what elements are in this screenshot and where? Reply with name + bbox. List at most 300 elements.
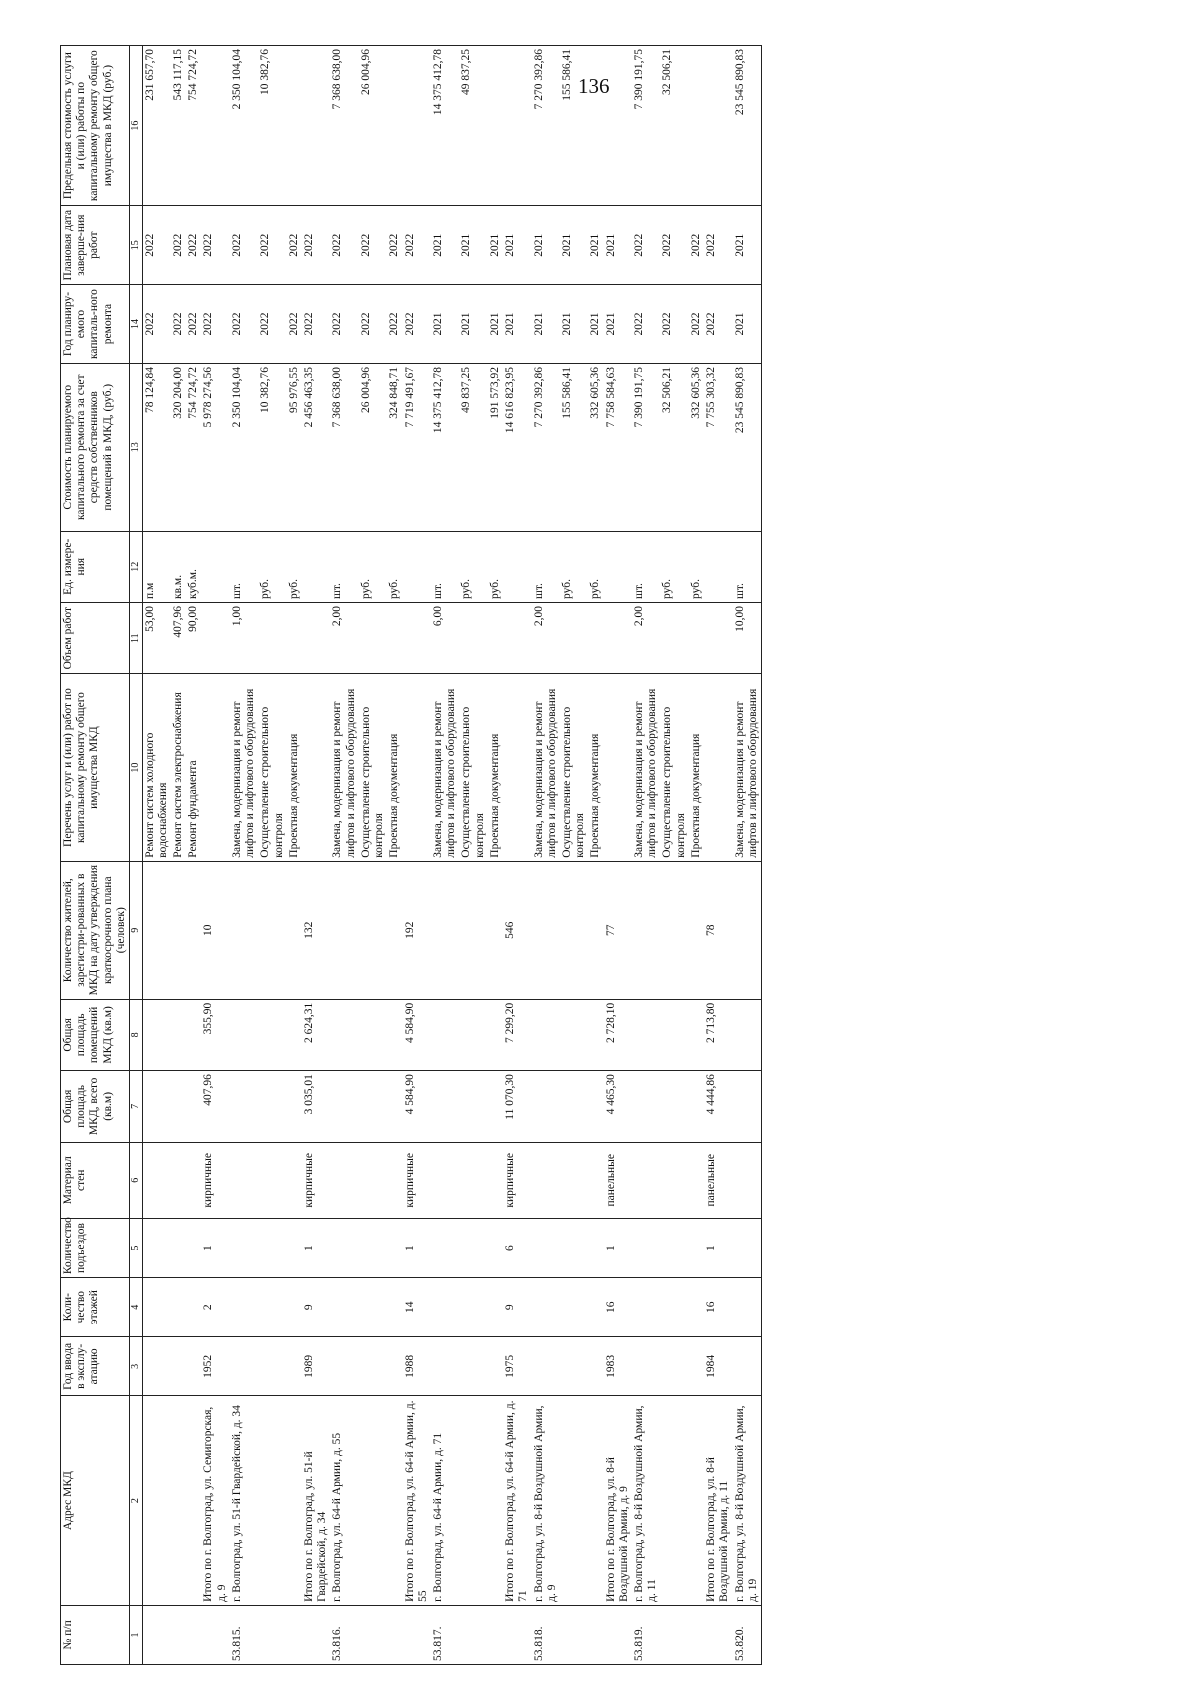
cost-cell: 26 004,96 <box>359 363 387 531</box>
work-type-cell: Ремонт систем электроснабжения <box>171 674 186 861</box>
entrances-cell <box>258 1218 286 1277</box>
premises-area-cell <box>387 999 402 1070</box>
floors-cell: 16 <box>604 1278 632 1337</box>
row-number-cell <box>142 1605 171 1664</box>
total-area-cell: 4 465,30 <box>604 1071 632 1142</box>
wall-material-cell <box>142 1142 171 1218</box>
row-number-cell <box>171 1605 186 1664</box>
floors-cell <box>287 1278 302 1337</box>
total-area-cell: 4 584,90 <box>403 1071 431 1142</box>
unit-cell: п.м <box>142 531 171 602</box>
work-volume-cell <box>588 602 603 673</box>
premises-area-cell: 355,90 <box>201 999 229 1070</box>
work-type-cell: Ремонт фундамента <box>186 674 201 861</box>
completion-year-cell: 2022 <box>359 206 387 285</box>
floors-cell: 9 <box>302 1278 330 1337</box>
completion-year-cell: 2022 <box>403 206 431 285</box>
wall-material-cell <box>733 1142 762 1218</box>
wall-material-cell: кирпичные <box>201 1142 229 1218</box>
page-number: 136 <box>578 74 610 98</box>
header-cell: Год планиру-емого капиталь-ного ремонта <box>61 285 130 364</box>
floors-cell <box>632 1278 660 1337</box>
floors-cell <box>560 1278 588 1337</box>
work-volume-cell <box>287 602 302 673</box>
total-area-cell <box>560 1071 588 1142</box>
header-cell: Плановая дата заверше-ния работ <box>61 206 130 285</box>
year-built-cell: 1989 <box>302 1337 330 1396</box>
address-cell: Итого по г. Волгоград, ул. 8-й Воздушной Армии, д. 11 <box>704 1396 732 1605</box>
column-number-row <box>130 46 143 1665</box>
work-volume-cell: 1,00 <box>230 602 258 673</box>
unit-cell <box>302 531 330 602</box>
floors-cell <box>230 1278 258 1337</box>
wall-material-cell: панельные <box>704 1142 732 1218</box>
address-cell <box>258 1396 286 1605</box>
max-cost-cell <box>689 46 704 206</box>
floors-cell <box>186 1278 201 1337</box>
cost-cell: 7 719 491,67 <box>403 363 431 531</box>
year-built-cell: 1988 <box>403 1337 431 1396</box>
unit-cell: руб. <box>459 531 487 602</box>
max-cost-cell <box>201 46 229 206</box>
max-cost-cell: 26 004,96 <box>359 46 387 206</box>
wall-material-cell <box>689 1142 704 1218</box>
total-area-cell <box>258 1071 286 1142</box>
work-volume-cell <box>387 602 402 673</box>
total-area-cell <box>230 1071 258 1142</box>
work-volume-cell: 2,00 <box>632 602 660 673</box>
completion-year-cell: 2022 <box>660 206 688 285</box>
year-built-cell <box>488 1337 503 1396</box>
unit-cell: кв.м. <box>171 531 186 602</box>
premises-area-cell: 2 624,31 <box>302 999 330 1070</box>
residents-cell: 192 <box>403 861 431 999</box>
repair-year-cell: 2021 <box>560 285 588 364</box>
repair-year-cell: 2022 <box>287 285 302 364</box>
unit-cell <box>704 531 732 602</box>
repair-year-cell: 2021 <box>503 285 531 364</box>
work-type-cell <box>503 674 531 861</box>
row-number-cell <box>704 1605 732 1664</box>
entrances-cell: 1 <box>704 1218 732 1277</box>
completion-year-cell: 2021 <box>459 206 487 285</box>
table-row <box>142 46 171 1665</box>
entrances-cell <box>560 1218 588 1277</box>
repair-year-cell: 2021 <box>532 285 560 364</box>
premises-area-cell <box>532 999 560 1070</box>
repair-year-cell: 2022 <box>689 285 704 364</box>
unit-cell: руб. <box>287 531 302 602</box>
wall-material-cell <box>560 1142 588 1218</box>
header-cell: Материал стен <box>61 1142 130 1218</box>
cost-cell: 2 456 463,35 <box>302 363 330 531</box>
year-built-cell <box>186 1337 201 1396</box>
table-row <box>431 46 459 1665</box>
address-cell <box>186 1396 201 1605</box>
floors-cell <box>689 1278 704 1337</box>
row-number-cell <box>488 1605 503 1664</box>
floors-cell <box>488 1278 503 1337</box>
address-cell <box>660 1396 688 1605</box>
work-type-cell <box>201 674 229 861</box>
work-type-cell: Осуществление строительного контроля <box>258 674 286 861</box>
row-number-cell <box>604 1605 632 1664</box>
premises-area-cell <box>258 999 286 1070</box>
unit-cell: руб. <box>588 531 603 602</box>
residents-cell <box>459 861 487 999</box>
cost-cell: 7 270 392,86 <box>532 363 560 531</box>
total-area-cell <box>142 1071 171 1142</box>
address-cell: Итого по г. Волгоград, ул. Семигорская, д. 9 <box>201 1396 229 1605</box>
unit-cell: руб. <box>560 531 588 602</box>
entrances-cell <box>171 1218 186 1277</box>
max-cost-cell: 2 350 104,04 <box>230 46 258 206</box>
address-cell: Итого по г. Волгоград, ул. 64-й Армии, д. 55 <box>403 1396 431 1605</box>
completion-year-cell: 2022 <box>704 206 732 285</box>
row-number-cell: 53.820. <box>733 1605 762 1664</box>
premises-area-cell <box>588 999 603 1070</box>
premises-area-cell <box>330 999 358 1070</box>
work-type-cell <box>704 674 732 861</box>
address-cell: г. Волгоград, ул. 51-й Гвардейской, д. 34 <box>230 1396 258 1605</box>
repair-year-cell: 2021 <box>733 285 762 364</box>
entrances-cell <box>287 1218 302 1277</box>
wall-material-cell <box>287 1142 302 1218</box>
residents-cell <box>632 861 660 999</box>
wall-material-cell <box>532 1142 560 1218</box>
year-built-cell <box>359 1337 387 1396</box>
completion-year-cell: 2021 <box>733 206 762 285</box>
unit-cell: руб. <box>689 531 704 602</box>
floors-cell <box>258 1278 286 1337</box>
work-type-cell: Проектная документация <box>689 674 704 861</box>
premises-area-cell <box>660 999 688 1070</box>
total-area-cell <box>588 1071 603 1142</box>
entrances-cell <box>431 1218 459 1277</box>
cost-cell: 14 375 412,78 <box>431 363 459 531</box>
work-volume-cell <box>359 602 387 673</box>
header-cell: Предельная стоимость услуги и (или) работы по капитальному ремонту общего имущества в МКД (руб.) <box>61 46 130 206</box>
work-type-cell: Замена, модернизация и ремонт лифтов и лифтового оборудования <box>632 674 660 861</box>
year-built-cell <box>230 1337 258 1396</box>
entrances-cell: 6 <box>503 1218 531 1277</box>
repair-year-cell: 2022 <box>201 285 229 364</box>
premises-area-cell <box>142 999 171 1070</box>
residents-cell <box>142 861 171 999</box>
total-area-cell <box>186 1071 201 1142</box>
year-built-cell <box>330 1337 358 1396</box>
row-number-cell <box>588 1605 603 1664</box>
cost-cell: 155 586,41 <box>560 363 588 531</box>
table-row <box>488 46 503 1665</box>
wall-material-cell <box>588 1142 603 1218</box>
row-number-cell <box>560 1605 588 1664</box>
row-number-cell: 53.815. <box>230 1605 258 1664</box>
residents-cell <box>230 861 258 999</box>
max-cost-cell: 231 657,70 <box>142 46 171 206</box>
max-cost-cell <box>403 46 431 206</box>
entrances-cell: 1 <box>604 1218 632 1277</box>
unit-cell <box>604 531 632 602</box>
completion-year-cell: 2021 <box>431 206 459 285</box>
entrances-cell <box>488 1218 503 1277</box>
max-cost-cell <box>604 46 632 206</box>
header-cell: Общая площадь МКД, всего (кв.м) <box>61 1071 130 1142</box>
entrances-cell <box>142 1218 171 1277</box>
repair-year-cell: 2021 <box>588 285 603 364</box>
completion-year-cell: 2021 <box>560 206 588 285</box>
entrances-cell <box>532 1218 560 1277</box>
wall-material-cell: кирпичные <box>403 1142 431 1218</box>
address-cell <box>488 1396 503 1605</box>
table-row <box>387 46 402 1665</box>
max-cost-cell <box>488 46 503 206</box>
completion-year-cell: 2022 <box>330 206 358 285</box>
row-number-cell <box>302 1605 330 1664</box>
max-cost-cell: 7 368 638,00 <box>330 46 358 206</box>
header-cell: Объем работ <box>61 602 130 673</box>
work-volume-cell: 10,00 <box>733 602 762 673</box>
residents-cell <box>431 861 459 999</box>
floors-cell <box>330 1278 358 1337</box>
max-cost-cell: 754 724,72 <box>186 46 201 206</box>
address-cell: Итого по г. Волгоград, ул. 51-й Гвардейской, д. 34 <box>302 1396 330 1605</box>
entrances-cell <box>660 1218 688 1277</box>
premises-area-cell <box>733 999 762 1070</box>
table-row <box>532 46 560 1665</box>
header-cell: Ед. измере-ния <box>61 531 130 602</box>
row-number-cell <box>689 1605 704 1664</box>
floors-cell <box>431 1278 459 1337</box>
column-number: 8 <box>130 999 143 1070</box>
repair-year-cell: 2021 <box>431 285 459 364</box>
completion-year-cell: 2022 <box>387 206 402 285</box>
residents-cell <box>287 861 302 999</box>
wall-material-cell: панельные <box>604 1142 632 1218</box>
column-number: 14 <box>130 285 143 364</box>
completion-year-cell: 2022 <box>230 206 258 285</box>
unit-cell: руб. <box>488 531 503 602</box>
table-row <box>704 46 732 1665</box>
column-number: 4 <box>130 1278 143 1337</box>
max-cost-cell: 49 837,25 <box>459 46 487 206</box>
year-built-cell <box>287 1337 302 1396</box>
year-built-cell <box>588 1337 603 1396</box>
max-cost-cell: 23 545 890,83 <box>733 46 762 206</box>
year-built-cell <box>171 1337 186 1396</box>
unit-cell <box>503 531 531 602</box>
max-cost-cell: 14 375 412,78 <box>431 46 459 206</box>
work-type-cell: Проектная документация <box>387 674 402 861</box>
row-number-cell <box>258 1605 286 1664</box>
work-volume-cell <box>503 602 531 673</box>
unit-cell: куб.м. <box>186 531 201 602</box>
max-cost-cell: 155 586,41 <box>560 46 588 206</box>
total-area-cell <box>733 1071 762 1142</box>
work-volume-cell: 6,00 <box>431 602 459 673</box>
repair-year-cell: 2022 <box>387 285 402 364</box>
work-type-cell: Проектная документация <box>287 674 302 861</box>
work-volume-cell: 53,00 <box>142 602 171 673</box>
column-number: 9 <box>130 861 143 999</box>
work-volume-cell <box>560 602 588 673</box>
entrances-cell <box>387 1218 402 1277</box>
year-built-cell <box>660 1337 688 1396</box>
table-row <box>604 46 632 1665</box>
work-volume-cell <box>660 602 688 673</box>
cost-cell: 78 124,84 <box>142 363 171 531</box>
wall-material-cell: кирпичные <box>503 1142 531 1218</box>
year-built-cell: 1983 <box>604 1337 632 1396</box>
completion-year-cell: 2022 <box>689 206 704 285</box>
header-cell: Количество подъездов <box>61 1218 130 1277</box>
table-row <box>503 46 531 1665</box>
work-type-cell: Осуществление строительного контроля <box>660 674 688 861</box>
table-row <box>632 46 660 1665</box>
entrances-cell <box>689 1218 704 1277</box>
completion-year-cell: 2021 <box>532 206 560 285</box>
work-type-cell: Проектная документация <box>588 674 603 861</box>
premises-area-cell <box>287 999 302 1070</box>
cost-cell: 7 368 638,00 <box>330 363 358 531</box>
address-cell: г. Волгоград, ул. 8-й Воздушной Армии, д. 11 <box>632 1396 660 1605</box>
residents-cell <box>359 861 387 999</box>
wall-material-cell <box>359 1142 387 1218</box>
repair-year-cell: 2022 <box>230 285 258 364</box>
completion-year-cell: 2021 <box>604 206 632 285</box>
max-cost-cell: 32 506,21 <box>660 46 688 206</box>
work-type-cell: Осуществление строительного контроля <box>359 674 387 861</box>
entrances-cell <box>186 1218 201 1277</box>
residents-cell <box>733 861 762 999</box>
cost-cell: 10 382,76 <box>258 363 286 531</box>
cost-cell: 95 976,55 <box>287 363 302 531</box>
max-cost-cell <box>704 46 732 206</box>
unit-cell: руб. <box>359 531 387 602</box>
work-volume-cell: 2,00 <box>330 602 358 673</box>
column-number: 10 <box>130 674 143 861</box>
residents-cell <box>689 861 704 999</box>
repair-year-cell: 2022 <box>330 285 358 364</box>
floors-cell: 9 <box>503 1278 531 1337</box>
max-cost-cell <box>302 46 330 206</box>
table-row <box>403 46 431 1665</box>
table-row <box>560 46 588 1665</box>
year-built-cell <box>532 1337 560 1396</box>
year-built-cell <box>459 1337 487 1396</box>
total-area-cell <box>171 1071 186 1142</box>
year-built-cell: 1984 <box>704 1337 732 1396</box>
cost-cell: 49 837,25 <box>459 363 487 531</box>
table-row <box>302 46 330 1665</box>
work-volume-cell: 407,96 <box>171 602 186 673</box>
repair-year-cell: 2022 <box>632 285 660 364</box>
wall-material-cell: кирпичные <box>302 1142 330 1218</box>
work-volume-cell <box>604 602 632 673</box>
wall-material-cell <box>459 1142 487 1218</box>
work-type-cell: Замена, модернизация и ремонт лифтов и лифтового оборудования <box>733 674 762 861</box>
residents-cell <box>660 861 688 999</box>
residents-cell <box>330 861 358 999</box>
table-row <box>588 46 603 1665</box>
row-number-cell <box>503 1605 531 1664</box>
floors-cell <box>532 1278 560 1337</box>
year-built-cell <box>387 1337 402 1396</box>
header-cell: Год ввода в эксплу-атацию <box>61 1337 130 1396</box>
column-number: 3 <box>130 1337 143 1396</box>
premises-area-cell: 7 299,20 <box>503 999 531 1070</box>
completion-year-cell: 2022 <box>186 206 201 285</box>
max-cost-cell <box>287 46 302 206</box>
completion-year-cell: 2022 <box>632 206 660 285</box>
table-row <box>186 46 201 1665</box>
work-volume-cell <box>258 602 286 673</box>
total-area-cell <box>330 1071 358 1142</box>
column-number: 7 <box>130 1071 143 1142</box>
residents-cell: 546 <box>503 861 531 999</box>
header-cell: Стоимость планируемого капитального ремонта за счет средств собственников помещений в МКД, (руб.) <box>61 363 130 531</box>
work-type-cell: Замена, модернизация и ремонт лифтов и лифтового оборудования <box>230 674 258 861</box>
repair-year-cell: 2021 <box>459 285 487 364</box>
work-volume-cell <box>201 602 229 673</box>
residents-cell <box>186 861 201 999</box>
address-cell: Итого по г. Волгоград, ул. 8-й Воздушной Армии, д. 9 <box>604 1396 632 1605</box>
work-type-cell: Осуществление строительного контроля <box>560 674 588 861</box>
floors-cell <box>142 1278 171 1337</box>
year-built-cell <box>560 1337 588 1396</box>
column-number: 15 <box>130 206 143 285</box>
cost-cell: 23 545 890,83 <box>733 363 762 531</box>
max-cost-cell: 7 390 191,75 <box>632 46 660 206</box>
repair-year-cell: 2021 <box>604 285 632 364</box>
address-cell <box>171 1396 186 1605</box>
total-area-cell <box>488 1071 503 1142</box>
floors-cell <box>660 1278 688 1337</box>
address-cell <box>142 1396 171 1605</box>
rotated-table-wrapper <box>60 45 1070 1665</box>
unit-cell: руб. <box>387 531 402 602</box>
column-number: 16 <box>130 46 143 206</box>
address-cell <box>359 1396 387 1605</box>
premises-area-cell <box>431 999 459 1070</box>
premises-area-cell <box>689 999 704 1070</box>
wall-material-cell <box>330 1142 358 1218</box>
premises-area-cell: 2 713,80 <box>704 999 732 1070</box>
address-cell <box>387 1396 402 1605</box>
unit-cell: шт. <box>733 531 762 602</box>
column-number: 1 <box>130 1605 143 1664</box>
residents-cell <box>258 861 286 999</box>
work-type-cell: Замена, модернизация и ремонт лифтов и лифтового оборудования <box>532 674 560 861</box>
residents-cell: 132 <box>302 861 330 999</box>
column-number: 5 <box>130 1218 143 1277</box>
wall-material-cell <box>632 1142 660 1218</box>
year-built-cell <box>632 1337 660 1396</box>
residents-cell <box>532 861 560 999</box>
cost-cell: 5 978 274,56 <box>201 363 229 531</box>
residents-cell: 10 <box>201 861 229 999</box>
header-cell: Количество жителей, зарегистри-рованных в МКД на дату утверждения краткосрочного плана (человек) <box>61 861 130 999</box>
cost-cell: 7 758 584,63 <box>604 363 632 531</box>
unit-cell <box>403 531 431 602</box>
cost-cell: 191 573,92 <box>488 363 503 531</box>
row-number-cell <box>201 1605 229 1664</box>
work-type-cell: Проектная документация <box>488 674 503 861</box>
cost-cell: 754 724,72 <box>186 363 201 531</box>
total-area-cell: 11 070,30 <box>503 1071 531 1142</box>
cost-cell: 14 616 823,95 <box>503 363 531 531</box>
entrances-cell <box>330 1218 358 1277</box>
